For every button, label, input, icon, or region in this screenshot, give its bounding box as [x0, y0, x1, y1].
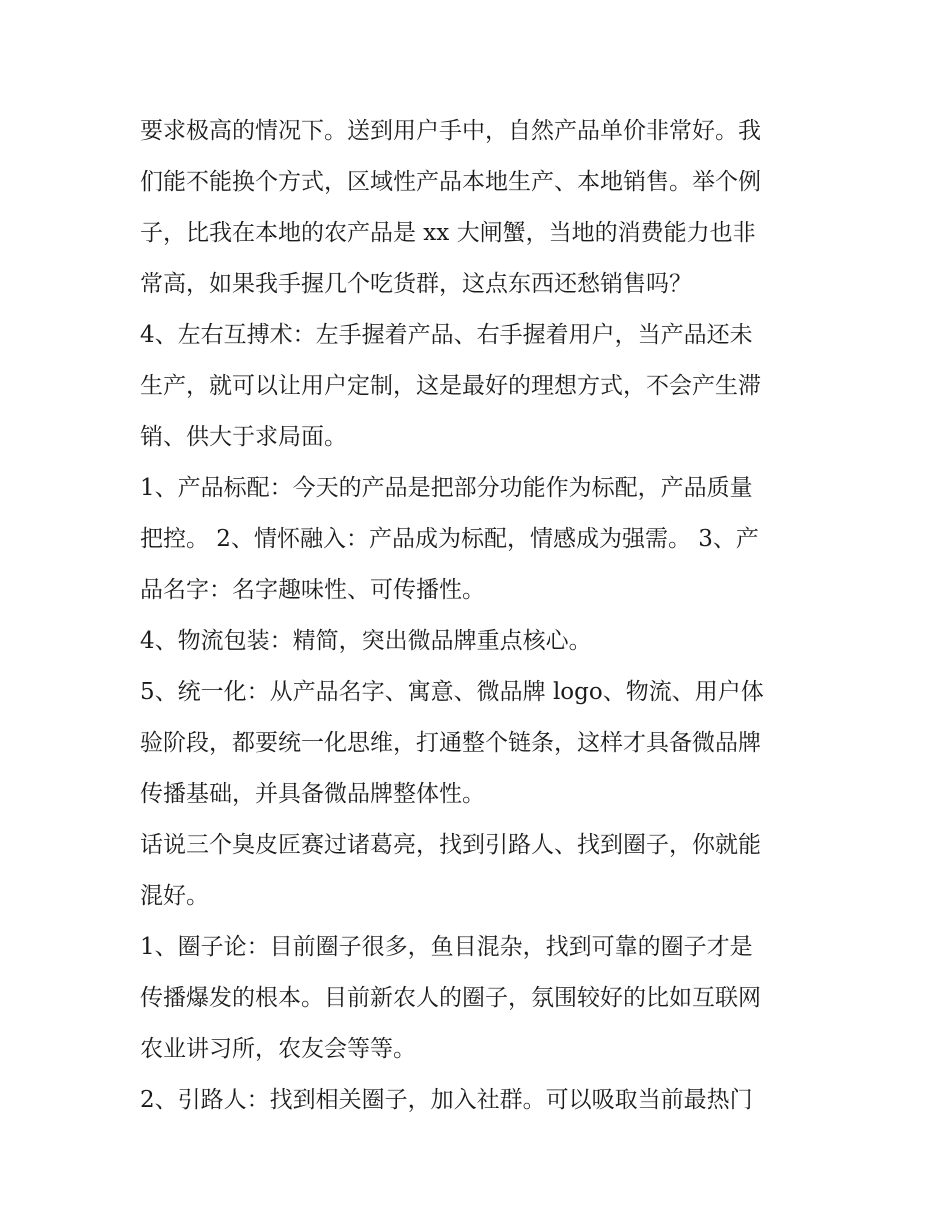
text-line: 1、产品标配：今天的产品是把部分功能作为标配，产品质量: [140, 475, 753, 501]
document-body: [140, 106, 816, 1126]
text-line: 农业讲习所，农友会等等。: [140, 1036, 416, 1062]
text-line: 生产，就可以让用户定制，这是最好的理想方式，不会产生滞: [140, 373, 761, 399]
text-line: 1、圈子论：目前圈子很多，鱼目混杂，找到可靠的圈子才是: [140, 934, 753, 960]
text-line: 2、引路人：找到相关圈子，加入社群。可以吸取当前最热门: [140, 1087, 753, 1113]
text-line: 要求极高的情况下。送到用户手中，自然产品单价非常好。我: [140, 118, 761, 144]
text-line: 传播爆发的根本。目前新农人的圈子，氛围较好的比如互联网: [140, 985, 761, 1011]
text-line: 验阶段，都要统一化思维，打通整个链条，这样才具备微品牌: [140, 730, 761, 756]
text-line: 混好。: [140, 883, 209, 909]
text-line: 4、左右互搏术：左手握着产品、右手握着用户，当产品还未: [140, 322, 753, 348]
text-line: 销、供大于求局面。: [140, 424, 347, 450]
text-line: 常高，如果我手握几个吃货群，这点东西还愁销售吗？: [140, 271, 692, 297]
text-line: 话说三个臭皮匠赛过诸葛亮，找到引路人、找到圈子，你就能: [140, 832, 761, 858]
text-line: 传播基础，并具备微品牌整体性。: [140, 781, 485, 807]
text-line: 子，比我在本地的农产品是 xx 大闸蟹，当地的消费能力也非: [140, 220, 756, 246]
text-line: 5、统一化：从产品名字、寓意、微品牌 logo、物流、用户体: [140, 679, 764, 705]
text-line: 们能不能换个方式，区域性产品本地生产、本地销售。举个例: [140, 169, 761, 195]
text-line: 品名字：名字趣味性、可传播性。: [140, 577, 485, 603]
text-line: 把控。 2、情怀融入：产品成为标配，情感成为强需。 3、产: [140, 526, 759, 552]
text-line: 4、物流包装：精简，突出微品牌重点核心。: [140, 628, 592, 654]
